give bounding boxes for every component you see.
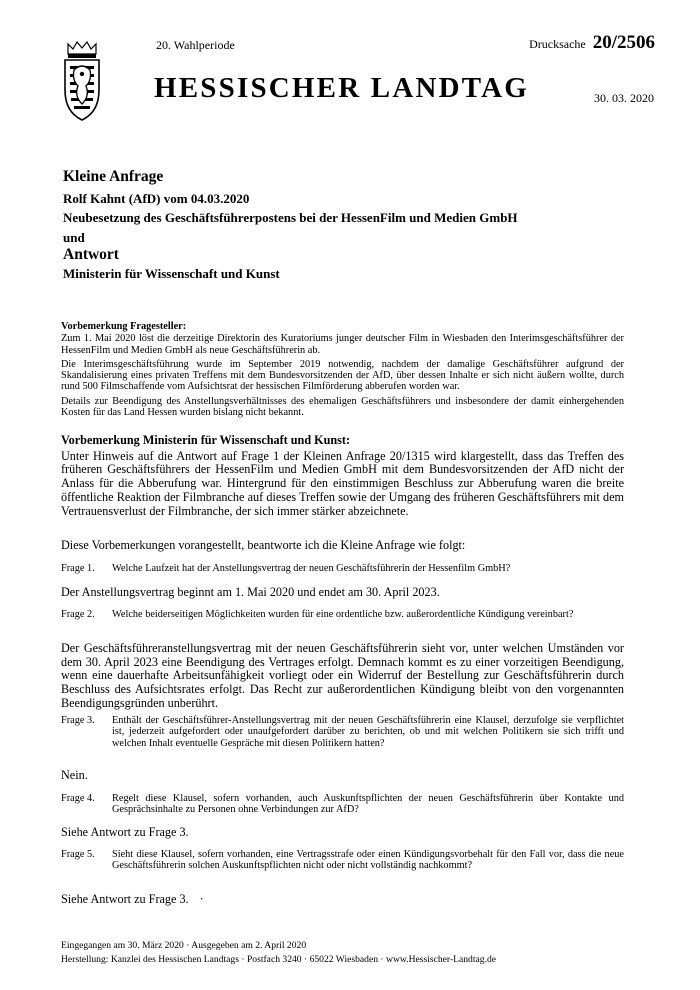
paragraph: Zum 1. Mai 2020 löst die derzeitige Direktorin des Kuratoriums junger deutscher Film in Wiesbaden den Interimsgeschäftsführer der HessenFilm und Medien GmbH als neue Geschäftsführerin ab. [61, 333, 624, 356]
section-heading: Vorbemerkung Ministerin für Wissenschaft und Kunst: [61, 433, 351, 447]
question-author: Rolf Kahnt (AfD) vom 04.03.2020 [63, 191, 250, 206]
paragraph: Details zur Beendigung des Anstellungsverhältnisses des ehemaligen Geschäftsführers und insbesondere der damit einhergehenden Kosten für das Land Hessen wurden bislang nicht bekannt. [61, 395, 624, 419]
document-type: Kleine Anfrage [63, 168, 164, 185]
drucksache-label: Drucksache [529, 37, 586, 51]
printed-matter-number [529, 32, 655, 54]
question-4 [61, 793, 624, 816]
preliminary-remark-minister [61, 434, 624, 518]
question-5 [61, 849, 624, 872]
footer-dates: Eingegangen am 30. März 2020 · Ausgegeben am 2. April 2020 [61, 940, 307, 951]
drucksache-number: 20/2506 [592, 32, 655, 53]
answer-heading: Antwort [63, 246, 119, 263]
answer-5 [61, 892, 204, 907]
hessen-lion-crest-icon [62, 40, 102, 122]
answering-ministry: Ministerin für Wissenschaft und Kunst [63, 266, 280, 281]
document-date: 30. 03. 2020 [594, 91, 654, 105]
question-text: Welche Laufzeit hat der Anstellungsvertrag der neuen Geschäftsführerin der Hessenfilm GmbH? [112, 563, 511, 574]
closing-dot: · [199, 892, 204, 906]
question-text: Regelt diese Klausel, sofern vorhanden, auch Auskunftspflichten der neuen Geschäftsführerin über Kontakte und Gesprächsinhalte zu Personen ohne Verbindungen zur AfD? [112, 793, 624, 816]
section-heading: Vorbemerkung Fragesteller: [61, 321, 187, 332]
answer-text: Siehe Antwort zu Frage 3. [61, 892, 189, 906]
answer-3: Nein. [61, 768, 88, 782]
answer-4: Siehe Antwort zu Frage 3. [61, 825, 189, 839]
paragraph: Unter Hinweis auf die Antwort auf Frage 1 der Kleinen Anfrage 20/1315 wird klargestellt, dass das Treffen des früheren Geschäftsführers der HessenFilm und Medien GmbH mit dem Bundesvorsitzenden der AfD nicht der Anlass für die Abberufung war. Hintergrund für den einstimmigen Beschluss zur Abberufung waren die breite öffentliche Reaktion der Filmbranche auf dieses Treffen sowie der Umgang des früheren Geschäftsführers mit dem Vertrauensverlust der Filmbranche, der sich immer stärker abzeichnete. [61, 448, 624, 518]
question-2 [61, 609, 624, 620]
question-label: Frage 5. [61, 849, 95, 860]
question-1 [61, 563, 624, 574]
conjunction-und: und [63, 230, 85, 245]
answer-2: Der Geschäftsführeranstellungsvertrag mit der neuen Geschäftsführerin sieht vor, unter welchen Umständen vor dem 30. April 2023 eine Beendigung des Vertrages erfolgt. Demnach kommt es zu einer vorzeitigen Beendigung, wenn eine dauerhafte Arbeitsunfähigkeit vorliegt oder ein Widerruf der Bestellung zur Geschäftsführerin durch Beschluss des Aufsichtsrates erfolgt. Das Recht zur außerordentlichen Kündigung bleibt von den vorgenannten Beendigungsgründen unberührt. [61, 641, 624, 710]
intro-statement: Diese Vorbemerkungen vorangestellt, beantworte ich die Kleine Anfrage wie folgt: [61, 538, 466, 552]
question-3 [61, 715, 624, 749]
question-text: Enthält der Geschäftsführer-Anstellungsvertrag mit der neuen Geschäftsführerin eine Klausel, derzufolge sie verpflichtet ist, jederzeit aufgefordert oder unaufgefordert darüber zu berichten, ob und mit welchen Politikern sie sich trifft und welchen Inhalt eventuelle Gespräche mit diesen Politikern hatten? [112, 715, 624, 749]
preliminary-remark-questioner [61, 321, 624, 418]
document-subject: Neubesetzung des Geschäftsführerpostens bei der HessenFilm und Medien GmbH [63, 210, 518, 225]
parliament-title: HESSISCHER LANDTAG [154, 72, 530, 104]
question-label: Frage 4. [61, 793, 95, 804]
question-text: Welche beiderseitigen Möglichkeiten wurden für eine ordentliche bzw. außerordentliche Kündigung vereinbart? [112, 609, 574, 620]
paragraph: Die Interimsgeschäftsführung wurde im September 2019 notwendig, nachdem der damalige Geschäftsführer aufgrund der Skandalisierung eines privaten Treffens mit dem Bundesvorsitzenden der AfD, über dessen Inhalte er sich nicht äußern wollte, durch rund 500 Filmschaffende vom Aufsichtsrat der hessischen Filmförderung abberufen worden war. [61, 358, 624, 393]
question-text: Sieht diese Klausel, sofern vorhanden, eine Vertragsstrafe oder einen Kündigungsvorbehalt für den Fall vor, dass die neue Geschäftsführerin solchen Auskunftspflichten nicht oder nicht vollständig nachkommt? [112, 849, 624, 872]
question-label: Frage 3. [61, 715, 95, 726]
question-label: Frage 1. [61, 563, 95, 574]
answer-1: Der Anstellungsvertrag beginnt am 1. Mai 2020 und endet am 30. April 2023. [61, 585, 440, 599]
election-period: 20. Wahlperiode [156, 38, 235, 52]
footer-imprint: Herstellung: Kanzlei des Hessischen Landtags · Postfach 3240 · 65022 Wiesbaden · www.Hessischer-Landtag.de [61, 954, 497, 965]
question-label: Frage 2. [61, 609, 95, 620]
